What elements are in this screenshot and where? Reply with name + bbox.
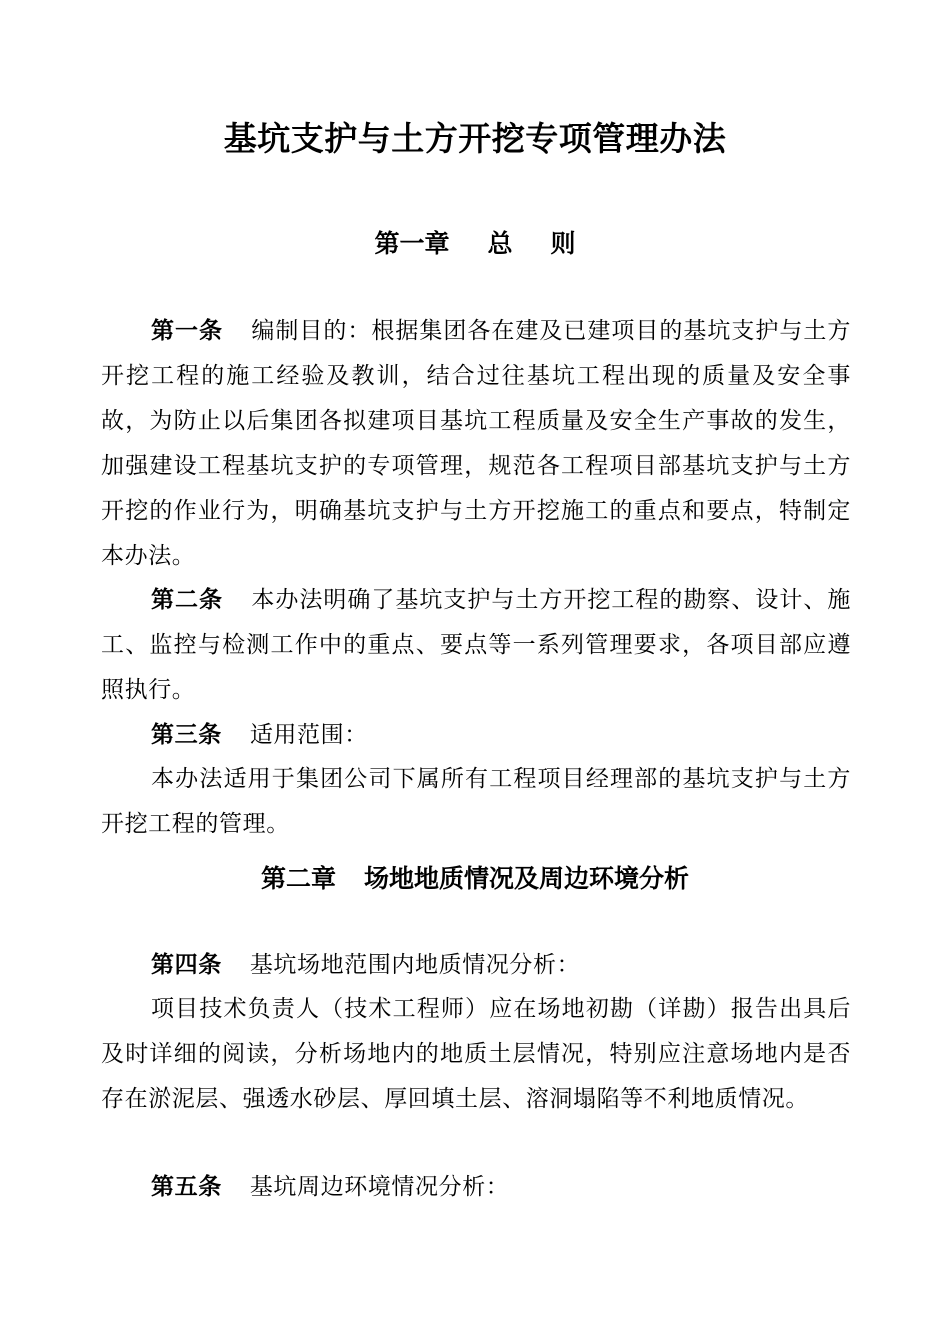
article-1-text: 编制目的：根据集团各在建及已建项目的基坑支护与土方开挖工程的施工经验及教训，结合过往基坑工程出现的质量及安全事故，为防止以后集团各拟建项目基坑工程质量及安全生产事故的发生，加强建设工程基坑支护的专项管理，规范各工程项目部基坑支护与土方开挖的作业行为，明确基坑支护与土方开挖施工的重点和要点，特制定本办法。 [101, 318, 851, 569]
chapter-2-heading [0, 859, 950, 899]
article-3-body: 本办法适用于集团公司下属所有工程项目经理部的基坑支护与土方开挖工程的管理。 [101, 766, 851, 837]
chapter-1-number: 第一章 [374, 229, 450, 258]
article-5-text: 基坑周边环境情况分析： [249, 1174, 510, 1200]
article-5-label: 第五条 [151, 1173, 222, 1200]
chapter-1-heading [0, 224, 950, 264]
article-3 [101, 712, 851, 758]
article-4-text: 基坑场地范围内地质情况分析： [249, 952, 581, 978]
article-2-text: 本办法明确了基坑支护与土方开挖工程的勘察、设计、施工、监控与检测工作中的重点、要点等一系列管理要求，各项目部应遵照执行。 [101, 587, 851, 703]
document-title: 基坑支护与土方开挖专项管理办法 [223, 119, 727, 158]
article-5 [101, 1164, 851, 1210]
article-3-text: 适用范围： [249, 722, 368, 748]
article-2-label: 第二条 [151, 586, 223, 613]
chapter-1-title-char-1: 总 [487, 229, 513, 258]
article-4-body: 项目技术负责人（技术工程师）应在场地初勘（详勘）报告出具后及时详细的阅读，分析场地内的地质土层情况，特别应注意场地内是否存在淤泥层、强透水砂层、厚回填土层、溶洞塌陷等不利地质情况。 [101, 996, 851, 1112]
chapter-2-number: 第二章 [260, 864, 336, 893]
chapter-1-title-char-2: 则 [550, 229, 576, 258]
article-1 [101, 308, 851, 579]
article-4 [101, 942, 851, 988]
article-4-label: 第四条 [151, 951, 222, 978]
article-1-label: 第一条 [151, 317, 223, 344]
article-3-label: 第三条 [151, 721, 222, 748]
chapter-2-title: 场地地质情况及周边环境分析 [364, 864, 690, 893]
article-2 [101, 577, 851, 713]
